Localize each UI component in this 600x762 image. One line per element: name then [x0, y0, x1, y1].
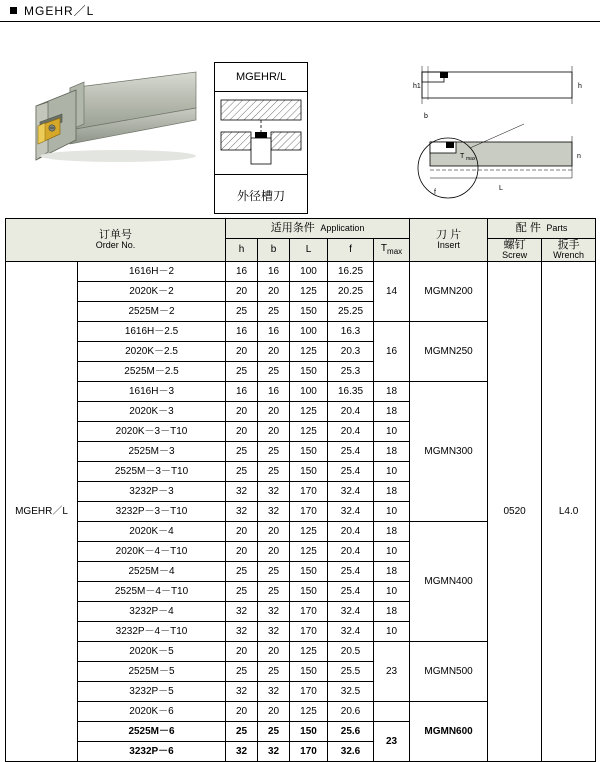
f-cell: 16.35: [328, 381, 374, 401]
b-cell: 25: [258, 561, 290, 581]
center-box-title: MGEHR/L: [215, 63, 307, 92]
f-cell: 25.4: [328, 441, 374, 461]
order-no-cell: 3232P－6: [78, 741, 226, 761]
tmax-cell: 10: [374, 461, 410, 481]
tool-photo: [18, 60, 208, 180]
f-cell: 32.5: [328, 681, 374, 701]
l-cell: 170: [290, 501, 328, 521]
l-cell: 125: [290, 421, 328, 441]
b-cell: 16: [258, 261, 290, 281]
b-cell: 32: [258, 601, 290, 621]
tmax-cell: 10: [374, 621, 410, 641]
b-cell: 20: [258, 541, 290, 561]
b-cell: 25: [258, 441, 290, 461]
h-cell: 32: [226, 481, 258, 501]
page-header: [0, 0, 600, 22]
f-cell: 25.25: [328, 301, 374, 321]
f-cell: 20.4: [328, 521, 374, 541]
b-cell: 25: [258, 661, 290, 681]
f-cell: 25.4: [328, 561, 374, 581]
order-no-cell: 2525M－6: [78, 721, 226, 741]
spec-table-wrap: [5, 218, 595, 762]
b-cell: 25: [258, 581, 290, 601]
f-cell: 25.5: [328, 661, 374, 681]
b-cell: 32: [258, 621, 290, 641]
h-cell: 20: [226, 421, 258, 441]
header-wrench: 扳手 Wrench: [542, 239, 596, 262]
svg-text:h: h: [578, 83, 582, 90]
svg-text:b: b: [424, 113, 428, 120]
order-no-cell: 2020K－5: [78, 641, 226, 661]
l-cell: 170: [290, 741, 328, 761]
order-no-cell: 2020K－2.5: [78, 341, 226, 361]
order-no-cell: 3232P－3: [78, 481, 226, 501]
f-cell: 25.3: [328, 361, 374, 381]
model-cell: MGEHR／L: [6, 261, 78, 761]
h-cell: 20: [226, 701, 258, 721]
illustration-area: [0, 22, 600, 212]
insert-cell: MGMN300: [410, 381, 488, 521]
order-no-cell: 2525M－4: [78, 561, 226, 581]
order-no-cell: 2525M－3－T10: [78, 461, 226, 481]
order-no-cell: 1616H－2: [78, 261, 226, 281]
order-no-cell: 2020K－4: [78, 521, 226, 541]
order-no-cell: 2525M－4－T10: [78, 581, 226, 601]
tmax-group-cell: [374, 701, 410, 721]
f-cell: 20.5: [328, 641, 374, 661]
l-cell: 150: [290, 461, 328, 481]
order-no-cell: 3232P－4－T10: [78, 621, 226, 641]
h-cell: 16: [226, 261, 258, 281]
h-cell: 20: [226, 541, 258, 561]
h-cell: 20: [226, 521, 258, 541]
f-cell: 20.4: [328, 401, 374, 421]
l-cell: 150: [290, 581, 328, 601]
tmax-cell: 18: [374, 601, 410, 621]
insert-cell: MGMN250: [410, 321, 488, 381]
order-no-cell: 1616H－3: [78, 381, 226, 401]
b-cell: 20: [258, 701, 290, 721]
f-cell: 16.3: [328, 321, 374, 341]
header-b: b: [258, 239, 290, 262]
l-cell: 170: [290, 681, 328, 701]
l-cell: 125: [290, 401, 328, 421]
tmax-group-cell: 23: [374, 721, 410, 761]
l-cell: 170: [290, 481, 328, 501]
h-cell: 25: [226, 561, 258, 581]
l-cell: 150: [290, 561, 328, 581]
b-cell: 25: [258, 721, 290, 741]
spec-table: [5, 218, 596, 762]
h-cell: 25: [226, 581, 258, 601]
tmax-cell: 18: [374, 521, 410, 541]
b-cell: 32: [258, 501, 290, 521]
b-cell: 32: [258, 481, 290, 501]
h-cell: 20: [226, 341, 258, 361]
tmax-cell: 18: [374, 481, 410, 501]
h-cell: 32: [226, 621, 258, 641]
f-cell: 32.4: [328, 621, 374, 641]
table-row: [6, 261, 596, 281]
l-cell: 100: [290, 261, 328, 281]
header-tmax: $T_{max}$: [374, 239, 410, 262]
svg-text:h1: h1: [413, 83, 421, 90]
h-cell: 16: [226, 321, 258, 341]
b-cell: 32: [258, 681, 290, 701]
order-no-cell: 2020K－3－T10: [78, 421, 226, 441]
l-cell: 125: [290, 701, 328, 721]
b-cell: 20: [258, 281, 290, 301]
f-cell: 32.6: [328, 741, 374, 761]
tmax-group-cell: 23: [374, 641, 410, 701]
tmax-group-cell: 16: [374, 321, 410, 381]
h-cell: 25: [226, 441, 258, 461]
f-cell: 25.6: [328, 721, 374, 741]
l-cell: 100: [290, 381, 328, 401]
technical-drawing: [404, 58, 592, 218]
l-cell: 125: [290, 521, 328, 541]
f-cell: 20.4: [328, 421, 374, 441]
l-cell: 150: [290, 441, 328, 461]
b-cell: 20: [258, 341, 290, 361]
order-no-cell: 2020K－2: [78, 281, 226, 301]
insert-cell: MGMN500: [410, 641, 488, 701]
h-cell: 25: [226, 721, 258, 741]
b-cell: 32: [258, 741, 290, 761]
b-cell: 25: [258, 301, 290, 321]
l-cell: 150: [290, 301, 328, 321]
header-f: f: [328, 239, 374, 262]
header-order-no: 订单号 Order No.: [6, 219, 226, 262]
f-cell: 20.4: [328, 541, 374, 561]
l-cell: 125: [290, 541, 328, 561]
svg-text:L: L: [499, 185, 503, 192]
l-cell: 150: [290, 361, 328, 381]
order-no-cell: 2525M－2: [78, 301, 226, 321]
insert-cell: MGMN200: [410, 261, 488, 321]
f-cell: 32.4: [328, 481, 374, 501]
tmax-cell: 18: [374, 381, 410, 401]
b-cell: 20: [258, 641, 290, 661]
l-cell: 125: [290, 341, 328, 361]
f-cell: 20.3: [328, 341, 374, 361]
h-cell: 32: [226, 601, 258, 621]
header-l: L: [290, 239, 328, 262]
h-cell: 32: [226, 741, 258, 761]
l-cell: 150: [290, 721, 328, 741]
h-cell: 20: [226, 641, 258, 661]
order-no-cell: 3232P－4: [78, 601, 226, 621]
tmax-cell: 10: [374, 421, 410, 441]
wrench-cell: L4.0: [542, 261, 596, 761]
h-cell: 25: [226, 661, 258, 681]
b-cell: 25: [258, 361, 290, 381]
svg-text:f: f: [434, 189, 436, 196]
order-no-cell: 2020K－6: [78, 701, 226, 721]
svg-text:max: max: [466, 156, 476, 162]
l-cell: 150: [290, 661, 328, 681]
b-cell: 20: [258, 401, 290, 421]
f-cell: 16.25: [328, 261, 374, 281]
square-bullet-icon: [10, 7, 17, 14]
tmax-cell: 18: [374, 401, 410, 421]
tmax-cell: 10: [374, 581, 410, 601]
b-cell: 20: [258, 521, 290, 541]
f-cell: 20.25: [328, 281, 374, 301]
b-cell: 25: [258, 461, 290, 481]
svg-text:T: T: [460, 153, 465, 160]
screw-cell: 0520: [488, 261, 542, 761]
svg-text:n: n: [577, 153, 581, 160]
header-insert: 刀 片 Insert: [410, 219, 488, 262]
tmax-cell: 18: [374, 441, 410, 461]
b-cell: 16: [258, 381, 290, 401]
order-no-cell: 2020K－3: [78, 401, 226, 421]
l-cell: 170: [290, 621, 328, 641]
tmax-cell: 10: [374, 541, 410, 561]
order-no-cell: 2525M－2.5: [78, 361, 226, 381]
f-cell: 32.4: [328, 501, 374, 521]
order-no-cell: 2020K－4－T10: [78, 541, 226, 561]
order-no-cell: 3232P－3－T10: [78, 501, 226, 521]
h-cell: 20: [226, 401, 258, 421]
insert-cell: MGMN400: [410, 521, 488, 641]
spec-table-body: [6, 261, 596, 761]
order-no-cell: 2525M－5: [78, 661, 226, 681]
f-cell: 32.4: [328, 601, 374, 621]
header-h: h: [226, 239, 258, 262]
l-cell: 125: [290, 641, 328, 661]
header-application: 适用条件 Application: [226, 219, 410, 239]
center-diagram-box: [214, 62, 308, 214]
tmax-cell: 10: [374, 501, 410, 521]
f-cell: 25.4: [328, 581, 374, 601]
f-cell: 20.6: [328, 701, 374, 721]
center-box-drawing: [215, 92, 307, 175]
center-box-footer: 外径槽刀: [236, 188, 285, 203]
h-cell: 20: [226, 281, 258, 301]
tmax-cell: 18: [374, 561, 410, 581]
h-cell: 25: [226, 461, 258, 481]
header-screw: 螺钉 Screw: [488, 239, 542, 262]
b-cell: 16: [258, 321, 290, 341]
tmax-group-cell: 14: [374, 261, 410, 321]
h-cell: 32: [226, 501, 258, 521]
page-title: MGEHR／L: [24, 4, 95, 18]
h-cell: 25: [226, 301, 258, 321]
h-cell: 25: [226, 361, 258, 381]
order-no-cell: 1616H－2.5: [78, 321, 226, 341]
order-no-cell: 3232P－5: [78, 681, 226, 701]
insert-cell: MGMN600: [410, 701, 488, 761]
l-cell: 125: [290, 281, 328, 301]
l-cell: 100: [290, 321, 328, 341]
h-cell: 16: [226, 381, 258, 401]
header-parts: 配 件 Parts: [488, 219, 596, 239]
l-cell: 170: [290, 601, 328, 621]
f-cell: 25.4: [328, 461, 374, 481]
h-cell: 32: [226, 681, 258, 701]
order-no-cell: 2525M－3: [78, 441, 226, 461]
b-cell: 20: [258, 421, 290, 441]
